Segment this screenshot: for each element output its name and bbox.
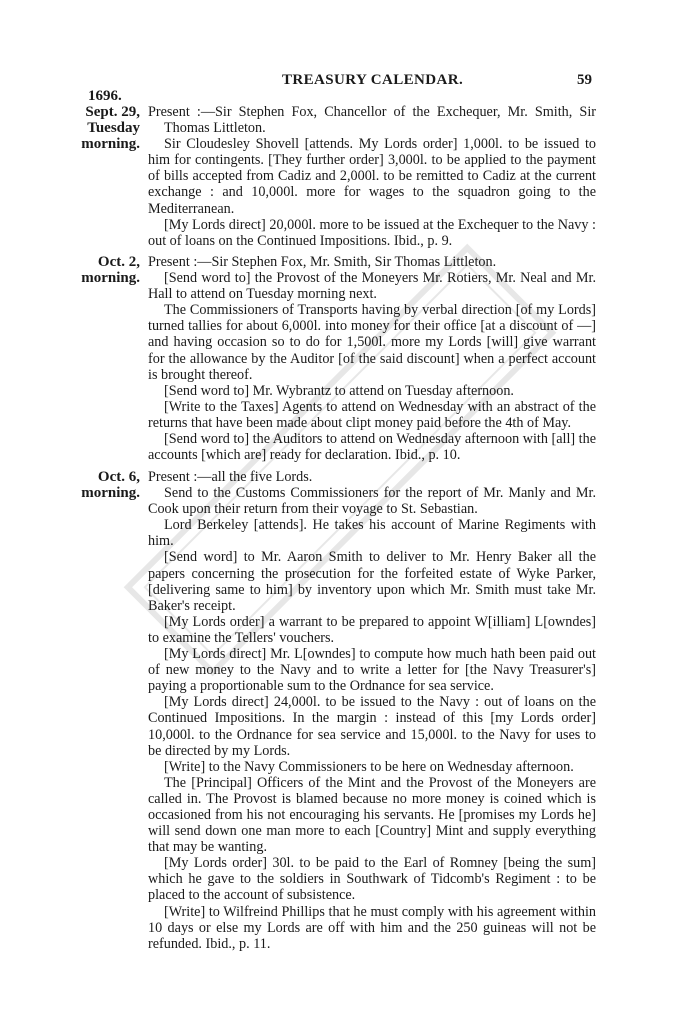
entry-paragraph: [My Lords direct] 20,000l. more to be issued at the Exchequer to the Navy : out of loans on the Continued Impositions. Ibid., p. 9. [148, 216, 596, 249]
entry-body [148, 104, 596, 249]
entry-paragraph: Present :—Sir Stephen Fox, Chancellor of the Exchequer, Mr. Smith, Sir Thomas Littleton. [148, 104, 596, 137]
entry-paragraph: Lord Berkeley [attends]. He takes his account of Marine Regiments with him. [148, 517, 596, 550]
entry-paragraph: [Send word to] Mr. Wybrantz to attend on Tuesday afternoon. [164, 382, 514, 399]
entry-date-line: Sept. 29, [85, 104, 140, 120]
entry-paragraph: [Write] to Wilfreind Phillips that he must comply with his agreement within 10 days or else my Lords are off with him and the 250 guineas will not be refunded. Ibid., p. 11. [148, 903, 596, 952]
entry-date [78, 469, 140, 501]
entry-paragraph: [Write to the Taxes] Agents to attend on Wednesday with an abstract of the returns that have been made about clipt money paid before the 4th of May. [148, 398, 596, 431]
entry-paragraph: Present :—Sir Stephen Fox, Mr. Smith, Sir Thomas Littleton. [148, 254, 497, 270]
entry-paragraph: The Commissioners of Transports having by verbal direction [of my Lords] turned tallies for about 6,000l. into money for their office [at a discount of —] and having occasion so to do for 1,500l. more my Lords [will] give warrant for the allowance by the Auditor [of the said discount] when a perfect account is brought thereof. [148, 302, 596, 383]
entry-paragraph: Present :—all the five Lords. [148, 469, 313, 485]
entry-paragraph: [Send word to] the Auditors to attend on Wednesday afternoon with [all] the accounts [which are] ready for declaration. Ibid., p. 10. [148, 431, 597, 464]
entry-date [78, 254, 140, 286]
entry-date-line: morning. [81, 136, 140, 152]
year-label: 1696. [88, 88, 122, 104]
entry-date-line: Tuesday [87, 120, 140, 136]
entry-paragraph: The [Principal] Officers of the Mint and the Provost of the Moneyers are called in. The Provost is blamed because no more money is coined which is occasioned from his not encouraging his servants. He [promises my Lords he] will send down one man more to each [Country] Mint and supply everything that may be wanting. [148, 774, 596, 856]
entry-paragraph: [Send word to] the Provost of the Moneyers Mr. Rotiers, Mr. Neal and Mr. Hall to attend on Tuesday morning next. [148, 270, 596, 303]
page-number: 59 [577, 72, 592, 88]
running-title: TREASURY CALENDAR. [282, 72, 464, 88]
entry-date-line: morning. [81, 485, 140, 501]
entry-paragraph: [My Lords order] a warrant to be prepared to appoint W[illiam] L[owndes] to examine the Tellers' vouchers. [148, 613, 596, 646]
entry-date-line: Oct. 2, [97, 254, 140, 270]
entry-paragraph: Sir Cloudesley Shovell [attends. My Lords order] 1,000l. to be issued to him for contingents. [They further order] 3,000l. to be applied to the payment of bills accepted from Cadiz and 2,000l. to be remitted to Cadiz at the current exchange : and 10,000l. more for wages to the squadron going to the Mediterranean. [148, 136, 596, 217]
entry-paragraph: [Send word] to Mr. Aaron Smith to deliver to Mr. Henry Baker all the papers concerning the prosecution for the forfeited estate of Wyke Parker, [delivering same to him] by inventory upon which Mr. Smith must take Mr. Baker's receipt. [148, 549, 596, 614]
entry-date-line: Oct. 6, [97, 469, 140, 485]
entry-paragraph: [My Lords direct] 24,000l. to be issued to the Navy : out of loans on the Continued Impositions. In the margin : instead of this [my Lords order] 10,000l. to the Ordnance for sea service and 15,000l. to the Navy for uses to be directed by my Lords. [148, 694, 596, 759]
entry-paragraph: Send to the Customs Commissioners for the report of Mr. Manly and Mr. Cook upon their return from their voyage to St. Sebastian. [148, 485, 596, 518]
entry-date-line: morning. [81, 270, 140, 286]
entry-body [148, 469, 596, 952]
entry-body [148, 254, 596, 463]
entry-date [78, 104, 140, 152]
entry-paragraph: [My Lords order] 30l. to be paid to the Earl of Romney [being the sum] which he gave to the soldiers in Southwark of Tidcomb's Regiment : to be placed to the account of subsistence. [148, 855, 596, 904]
entry-paragraph: [Write] to the Navy Commissioners to be here on Wednesday afternoon. [164, 758, 574, 775]
entry-paragraph: [My Lords direct] Mr. L[owndes] to compute how much hath been paid out of new money to the Navy and to write a letter for [the Navy Treasurer's] paying a proportionable sum to the Ordnance for sea service. [148, 646, 596, 695]
